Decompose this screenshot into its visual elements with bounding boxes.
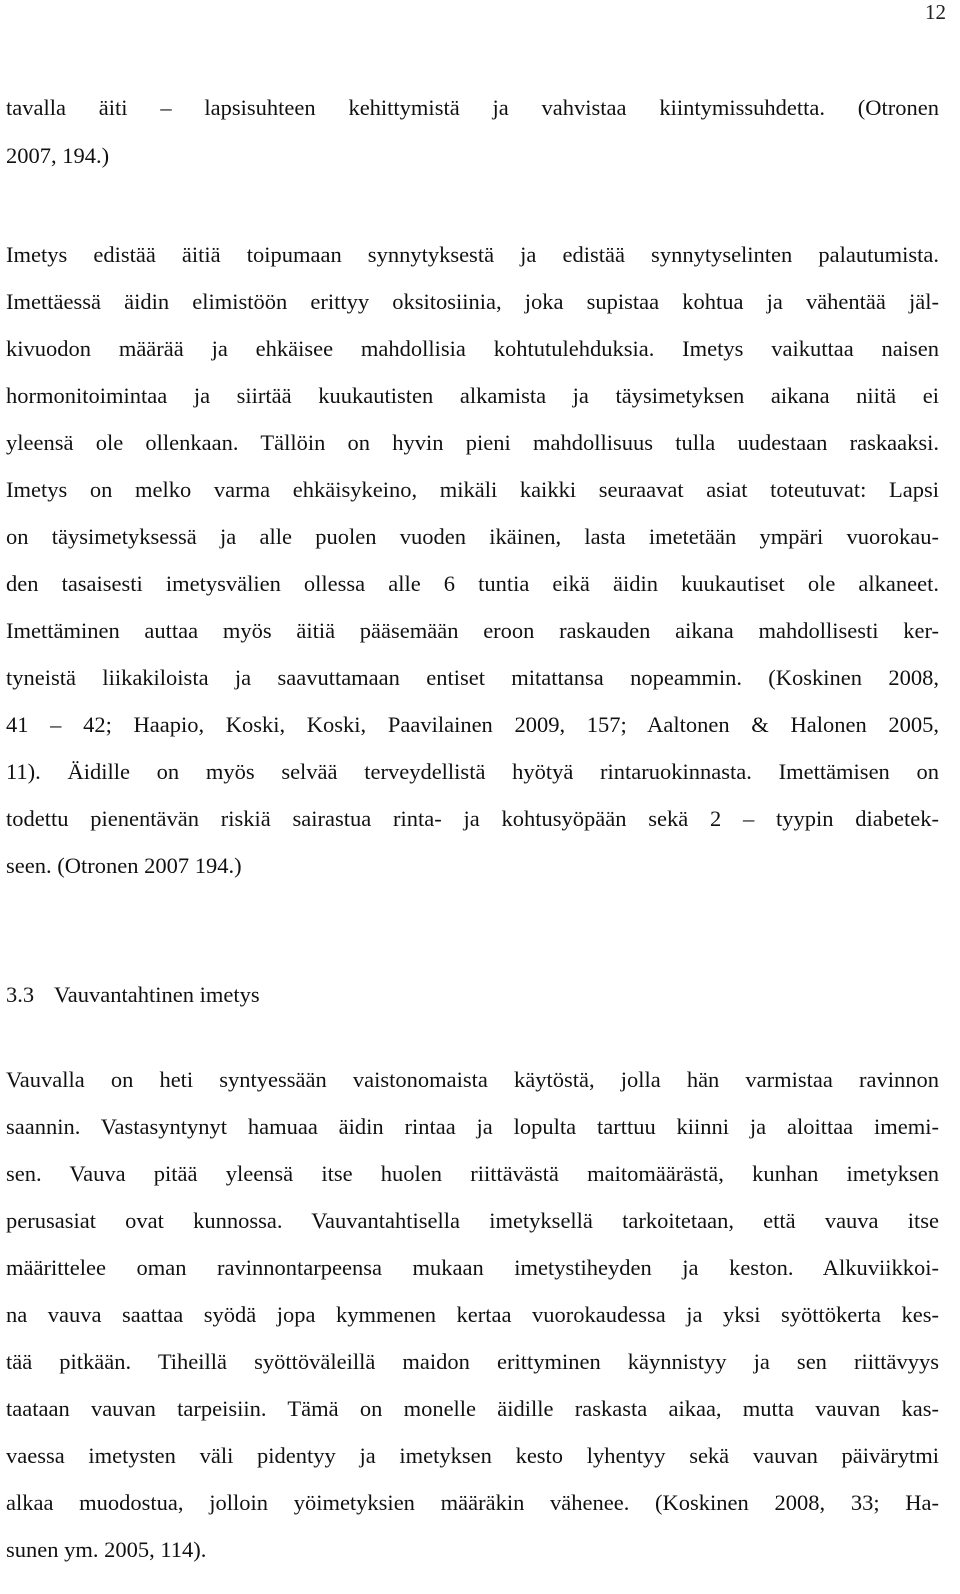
text-line: na vauva saattaa syödä jopa kymmenen kertaa vuorokaudessa ja yksi syöttökerta kes- <box>6 1302 939 1327</box>
text-line: kivuodon määrää ja ehkäisee mahdollisia kohtutulehduksia. Imetys vaikuttaa naisen <box>6 336 939 361</box>
page-number: 12 <box>925 0 946 24</box>
text-line: 41 – 42; Haapio, Koski, Koski, Paavilainen 2009, 157; Aaltonen & Halonen 2005, <box>6 712 939 737</box>
text-line: Imettäessä äidin elimistöön erittyy oksitosiinia, joka supistaa kohtua ja vähentää jäl- <box>6 289 939 314</box>
text-line: taataan vauvan tarpeisiin. Tämä on monelle äidille raskasta aikaa, mutta vauvan kas- <box>6 1396 939 1421</box>
text-line: Imettäminen auttaa myös äitiä pääsemään eroon raskauden aikana mahdollisesti ker- <box>6 618 939 643</box>
text-line: Vauvalla on heti syntyessään vaistonomaista käytöstä, jolla hän varmistaa ravinnon <box>6 1067 939 1092</box>
text-line: tää pitkään. Tiheillä syöttöväleillä maidon erittyminen käynnistyy ja sen riittävyys <box>6 1349 939 1374</box>
section-heading <box>6 981 260 1009</box>
text-line: määrittelee oman ravinnontarpeensa mukaan imetystiheyden ja keston. Alkuviikkoi- <box>6 1255 939 1280</box>
section-number: 3.3 <box>6 982 35 1007</box>
text-line: Imetys edistää äitiä toipumaan synnytyksestä ja edistää synnytyselinten palautumista. <box>6 242 939 267</box>
text-line: 2007, 194.) <box>6 143 110 168</box>
text-line: sen. Vauva pitää yleensä itse huolen riittävästä maitomäärästä, kunhan imetyksen <box>6 1161 939 1186</box>
text-line: Imetys on melko varma ehkäisykeino, mikäli kaikki seuraavat asiat toteutuvat: Lapsi <box>6 477 939 502</box>
text-line: on täysimetyksessä ja alle puolen vuoden ikäinen, lasta imetetään ympäri vuorokau- <box>6 524 939 549</box>
text-line: yleensä ole ollenkaan. Tällöin on hyvin pieni mahdollisuus tulla uudestaan raskaaksi. <box>6 430 939 455</box>
text-line: seen. (Otronen 2007 194.) <box>6 853 242 878</box>
text-line: hormonitoimintaa ja siirtää kuukautisten alkamista ja täysimetyksen aikana niitä ei <box>6 383 939 408</box>
section-title: Vauvantahtinen imetys <box>54 982 260 1007</box>
text-line: vaessa imetysten väli pidentyy ja imetyksen kesto lyhentyy sekä vauvan päivärytmi <box>6 1443 939 1468</box>
text-line: alkaa muodostua, jolloin yöimetyksien määräkin vähenee. (Koskinen 2008, 33; Ha- <box>6 1490 939 1515</box>
text-line: perusasiat ovat kunnossa. Vauvantahtisella imetyksellä tarkoitetaan, että vauva itse <box>6 1208 939 1233</box>
text-line: saannin. Vastasyntynyt hamuaa äidin rintaa ja lopulta tarttuu kiinni ja aloittaa imemi- <box>6 1114 939 1139</box>
text-line: tyneistä liikakiloista ja saavuttamaan entiset mitattansa nopeammin. (Koskinen 2008, <box>6 665 939 690</box>
text-line: tavalla äiti – lapsisuhteen kehittymistä ja vahvistaa kiintymissuhdetta. (Otronen <box>6 95 939 120</box>
text-line: den tasaisesti imetysvälien ollessa alle 6 tuntia eikä äidin kuukautiset ole alkaneet. <box>6 571 939 596</box>
text-line: sunen ym. 2005, 114). <box>6 1537 207 1562</box>
text-line: 11). Äidille on myös selvää terveydellistä hyötyä rintaruokinnasta. Imettämisen on <box>6 759 939 784</box>
text-line: todettu pienentävän riskiä sairastua rinta- ja kohtusyöpään sekä 2 – tyypin diabetek- <box>6 806 939 831</box>
